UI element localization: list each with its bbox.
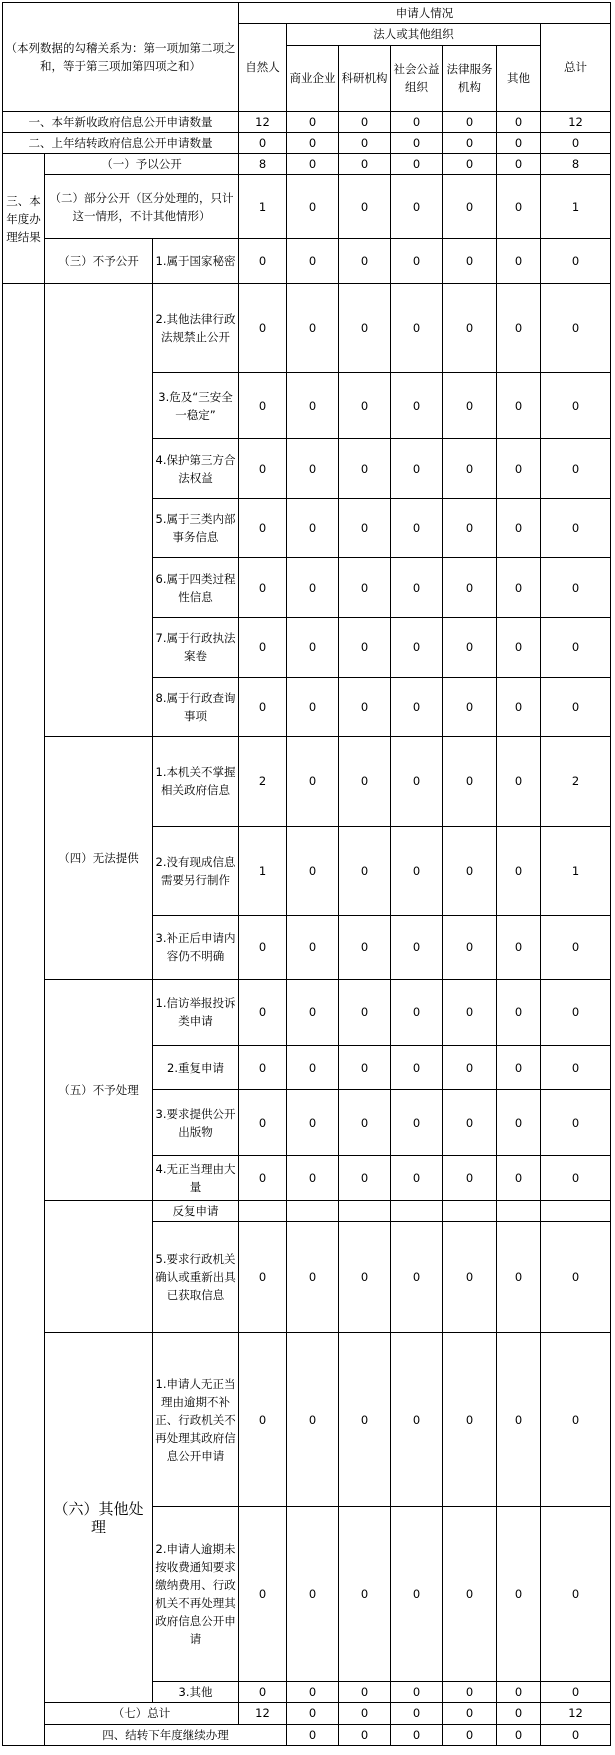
value-cell: 0: [497, 1045, 541, 1090]
value-cell: 0: [339, 1090, 391, 1156]
group-label: （五）不予处理: [45, 979, 153, 1200]
value-cell: 0: [497, 373, 541, 439]
value-cell: 0: [443, 826, 497, 915]
empty-cell: [287, 1201, 339, 1222]
table-row: [3, 1332, 611, 1507]
value-cell: 0: [287, 558, 339, 618]
row-label: 3.其他: [153, 1681, 239, 1702]
value-cell: 0: [443, 1090, 497, 1156]
row-label: 一、本年新收政府信息公开申请数量: [3, 111, 239, 132]
value-cell: 0: [497, 132, 541, 153]
section-3-continued: [3, 283, 45, 1745]
value-cell: 0: [497, 979, 541, 1045]
value-cell: 0: [339, 132, 391, 153]
row-label: 2.重复申请: [153, 1045, 239, 1090]
table-row: [3, 737, 611, 826]
row-label: 4.无正当理由大量: [153, 1156, 239, 1201]
value-cell: 0: [391, 979, 443, 1045]
value-cell: 1: [541, 826, 611, 915]
value-cell: 0: [339, 826, 391, 915]
value-cell: 0: [391, 154, 443, 175]
value-cell: 0: [287, 498, 339, 558]
row-label: 1.属于国家秘密: [153, 239, 239, 284]
relation-note: （本列数据的勾稽关系为：第一项加第二项之和，等于第三项加第四项之和）: [3, 3, 239, 112]
value-cell: 0: [239, 1222, 287, 1333]
value-cell: 0: [391, 1703, 443, 1724]
value-cell: 0: [443, 979, 497, 1045]
empty-cell: [541, 1201, 611, 1222]
value-cell: 0: [339, 154, 391, 175]
value-cell: 0: [391, 677, 443, 737]
value-cell: 0: [287, 239, 339, 284]
value-cell: 0: [443, 283, 497, 372]
value-cell: 0: [239, 1507, 287, 1682]
value-cell: 0: [391, 1332, 443, 1507]
value-cell: 0: [287, 439, 339, 499]
value-cell: 0: [239, 677, 287, 737]
value-cell: 12: [541, 111, 611, 132]
value-cell: 0: [391, 373, 443, 439]
value-cell: 0: [443, 737, 497, 826]
value-cell: 0: [339, 1703, 391, 1724]
value-cell: 0: [287, 617, 339, 677]
value-cell: 12: [239, 111, 287, 132]
value-cell: 0: [339, 498, 391, 558]
row-label: 7.属于行政执法案卷: [153, 617, 239, 677]
value-cell: 0: [287, 677, 339, 737]
value-cell: 0: [287, 154, 339, 175]
value-cell: 0: [541, 558, 611, 618]
empty-cell: [497, 1201, 541, 1222]
value-cell: 0: [391, 439, 443, 499]
social-header: 社会公益组织: [391, 45, 443, 111]
value-cell: 0: [339, 558, 391, 618]
legal-header: 法律服务机构: [443, 45, 497, 111]
value-cell: 0: [443, 154, 497, 175]
value-cell: 0: [443, 1681, 497, 1702]
value-cell: 0: [239, 283, 287, 372]
row-label: （七）总计: [45, 1703, 239, 1724]
empty-cell: [391, 1201, 443, 1222]
value-cell: 0: [339, 1681, 391, 1702]
row-label: 3.补正后申请内容仍不明确: [153, 915, 239, 979]
value-cell: 0: [239, 239, 287, 284]
row-label: 6.属于四类过程性信息: [153, 558, 239, 618]
value-cell: 0: [391, 1222, 443, 1333]
value-cell: 8: [541, 154, 611, 175]
applicant-header: 申请人情况: [239, 3, 611, 24]
group-label: （三）不予公开: [45, 239, 153, 284]
value-cell: 0: [497, 677, 541, 737]
value-cell: 0: [239, 1045, 287, 1090]
value-cell: 0: [287, 1507, 339, 1682]
value-cell: 0: [497, 558, 541, 618]
value-cell: 0: [443, 239, 497, 284]
value-cell: 0: [443, 1507, 497, 1682]
empty-cell: [443, 1201, 497, 1222]
table-row: [3, 1201, 611, 1222]
value-cell: 0: [497, 826, 541, 915]
value-cell: 0: [391, 132, 443, 153]
value-cell: 0: [541, 979, 611, 1045]
value-cell: 0: [541, 1156, 611, 1201]
value-cell: 0: [391, 826, 443, 915]
value-cell: 0: [287, 373, 339, 439]
row-label: 3.危及“三安全一稳定”: [153, 373, 239, 439]
value-cell: 0: [391, 915, 443, 979]
value-cell: 0: [541, 373, 611, 439]
value-cell: 0: [287, 826, 339, 915]
value-cell: 0: [239, 439, 287, 499]
row-label: 四、结转下年度继续办理: [45, 1724, 287, 1745]
value-cell: 1: [239, 826, 287, 915]
value-cell: 0: [339, 1332, 391, 1507]
value-cell: 0: [287, 283, 339, 372]
value-cell: 0: [443, 439, 497, 499]
value-cell: 0: [497, 1332, 541, 1507]
value-cell: 0: [287, 1090, 339, 1156]
row-label: 反复申请: [153, 1201, 239, 1222]
value-cell: 0: [541, 1045, 611, 1090]
value-cell: 0: [239, 1090, 287, 1156]
value-cell: 0: [443, 677, 497, 737]
value-cell: 0: [339, 1724, 391, 1745]
table-row: [3, 111, 611, 132]
value-cell: 0: [287, 111, 339, 132]
value-cell: 0: [391, 1090, 443, 1156]
value-cell: 0: [541, 1090, 611, 1156]
value-cell: 0: [339, 1156, 391, 1201]
value-cell: 0: [287, 1156, 339, 1201]
row-label: 二、上年结转政府信息公开申请数量: [3, 132, 239, 153]
row-label: 4.保护第三方合法权益: [153, 439, 239, 499]
value-cell: 1: [239, 175, 287, 239]
group-label: （六）其他处理: [45, 1332, 153, 1702]
value-cell: 0: [443, 1045, 497, 1090]
value-cell: 0: [339, 979, 391, 1045]
value-cell: 0: [339, 373, 391, 439]
value-cell: 0: [339, 175, 391, 239]
value-cell: 0: [239, 617, 287, 677]
value-cell: 8: [239, 154, 287, 175]
value-cell: 0: [239, 1681, 287, 1702]
value-cell: 0: [541, 239, 611, 284]
value-cell: 0: [287, 737, 339, 826]
value-cell: 0: [391, 1045, 443, 1090]
value-cell: 0: [443, 617, 497, 677]
row-label: 2.申请人逾期未按收费通知要求缴纳费用、行政机关不再处理其政府信息公开申请: [153, 1507, 239, 1682]
table-row: [3, 132, 611, 153]
value-cell: 0: [541, 677, 611, 737]
value-cell: 0: [287, 175, 339, 239]
value-cell: 0: [497, 1090, 541, 1156]
value-cell: 0: [497, 1507, 541, 1682]
table-row: [3, 1724, 611, 1745]
value-cell: 0: [391, 111, 443, 132]
value-cell: 0: [287, 1724, 339, 1745]
value-cell: 0: [287, 1332, 339, 1507]
value-cell: 0: [287, 1222, 339, 1333]
value-cell: 0: [497, 737, 541, 826]
value-cell: 0: [239, 498, 287, 558]
value-cell: 0: [443, 175, 497, 239]
table-row: [3, 1703, 611, 1724]
value-cell: 0: [497, 1222, 541, 1333]
value-cell: 0: [541, 283, 611, 372]
row-label: 2.其他法律行政法规禁止公开: [153, 283, 239, 372]
value-cell: 1: [541, 175, 611, 239]
value-cell: 0: [391, 1681, 443, 1702]
value-cell: 0: [497, 617, 541, 677]
value-cell: 0: [239, 132, 287, 153]
value-cell: 0: [287, 979, 339, 1045]
value-cell: 0: [391, 239, 443, 284]
value-cell: 0: [287, 1703, 339, 1724]
table-row: [3, 979, 611, 1045]
value-cell: 0: [287, 1045, 339, 1090]
row-label: 1.申请人无正当理由逾期不补正、行政机关不再处理其政府信息公开申请: [153, 1332, 239, 1507]
value-cell: 0: [443, 498, 497, 558]
value-cell: 0: [497, 283, 541, 372]
value-cell: 0: [541, 132, 611, 153]
commercial-header: 商业企业: [287, 45, 339, 111]
table-row: [3, 283, 611, 372]
empty-cell: [239, 1201, 287, 1222]
value-cell: 0: [239, 915, 287, 979]
value-cell: 0: [339, 439, 391, 499]
value-cell: 0: [497, 1724, 541, 1745]
value-cell: 0: [443, 1156, 497, 1201]
value-cell: 0: [339, 915, 391, 979]
value-cell: 0: [541, 1507, 611, 1682]
value-cell: 0: [541, 915, 611, 979]
group-label: （四）无法提供: [45, 737, 153, 980]
value-cell: 0: [391, 1724, 443, 1745]
value-cell: 0: [239, 373, 287, 439]
other-header: 其他: [497, 45, 541, 111]
natural-person-header: 自然人: [239, 24, 287, 111]
header-row-1: [3, 3, 611, 24]
row-label: 2.没有现成信息需要另行制作: [153, 826, 239, 915]
value-cell: 0: [541, 439, 611, 499]
value-cell: 0: [541, 617, 611, 677]
value-cell: 0: [339, 239, 391, 284]
disclosure-stats-table: [2, 2, 611, 1746]
value-cell: 0: [339, 617, 391, 677]
value-cell: 0: [443, 132, 497, 153]
value-cell: 0: [339, 1045, 391, 1090]
value-cell: 0: [287, 915, 339, 979]
value-cell: 0: [443, 1724, 497, 1745]
value-cell: 0: [339, 283, 391, 372]
value-cell: 0: [391, 617, 443, 677]
value-cell: 0: [497, 1156, 541, 1201]
value-cell: 0: [497, 498, 541, 558]
value-cell: 0: [497, 239, 541, 284]
value-cell: 0: [541, 1222, 611, 1333]
value-cell: 0: [443, 1222, 497, 1333]
row-label: 1.信访举报投诉类申请: [153, 979, 239, 1045]
section-3-label: 三、本年度办理结果: [3, 154, 45, 284]
value-cell: 0: [391, 283, 443, 372]
value-cell: 12: [239, 1703, 287, 1724]
value-cell: 0: [443, 373, 497, 439]
value-cell: 0: [497, 154, 541, 175]
org-group-header: 法人或其他组织: [287, 24, 541, 45]
value-cell: 0: [339, 1222, 391, 1333]
value-cell: 0: [239, 558, 287, 618]
table-row: [3, 154, 611, 175]
value-cell: 0: [541, 498, 611, 558]
research-header: 科研机构: [339, 45, 391, 111]
value-cell: 0: [541, 1724, 611, 1745]
value-cell: 0: [391, 498, 443, 558]
table-row: [3, 239, 611, 284]
value-cell: 12: [541, 1703, 611, 1724]
value-cell: 0: [239, 1156, 287, 1201]
total-header: 总计: [541, 24, 611, 111]
value-cell: 0: [339, 737, 391, 826]
value-cell: 0: [239, 1332, 287, 1507]
row-label: 5.属于三类内部事务信息: [153, 498, 239, 558]
value-cell: 0: [497, 1703, 541, 1724]
value-cell: 0: [497, 915, 541, 979]
value-cell: 0: [497, 175, 541, 239]
empty-cell: [339, 1201, 391, 1222]
row-label: 5.要求行政机关确认或重新出具已获取信息: [153, 1222, 239, 1333]
value-cell: 0: [443, 558, 497, 618]
value-cell: 2: [541, 737, 611, 826]
table-row: [3, 175, 611, 239]
value-cell: 0: [391, 737, 443, 826]
value-cell: 0: [391, 1156, 443, 1201]
value-cell: 0: [391, 558, 443, 618]
value-cell: 0: [443, 111, 497, 132]
value-cell: 2: [239, 737, 287, 826]
row-label: （一）予以公开: [45, 154, 239, 175]
value-cell: 0: [239, 979, 287, 1045]
value-cell: 0: [391, 1507, 443, 1682]
group-continued: [45, 1201, 153, 1333]
value-cell: 0: [541, 1332, 611, 1507]
value-cell: 0: [443, 915, 497, 979]
row-label: 1.本机关不掌握相关政府信息: [153, 737, 239, 826]
value-cell: 0: [497, 1681, 541, 1702]
value-cell: 0: [339, 111, 391, 132]
group-continued: [45, 283, 153, 736]
value-cell: 0: [339, 1507, 391, 1682]
value-cell: 0: [443, 1332, 497, 1507]
row-label: 8.属于行政查询事项: [153, 677, 239, 737]
value-cell: 0: [391, 175, 443, 239]
value-cell: 0: [497, 111, 541, 132]
value-cell: 0: [497, 439, 541, 499]
row-label: 3.要求提供公开出版物: [153, 1090, 239, 1156]
value-cell: 0: [287, 132, 339, 153]
value-cell: 0: [541, 1681, 611, 1702]
value-cell: 0: [339, 677, 391, 737]
value-cell: 0: [287, 1681, 339, 1702]
value-cell: 0: [443, 1703, 497, 1724]
row-label: （二）部分公开（区分处理的，只计这一情形，不计其他情形）: [45, 175, 239, 239]
